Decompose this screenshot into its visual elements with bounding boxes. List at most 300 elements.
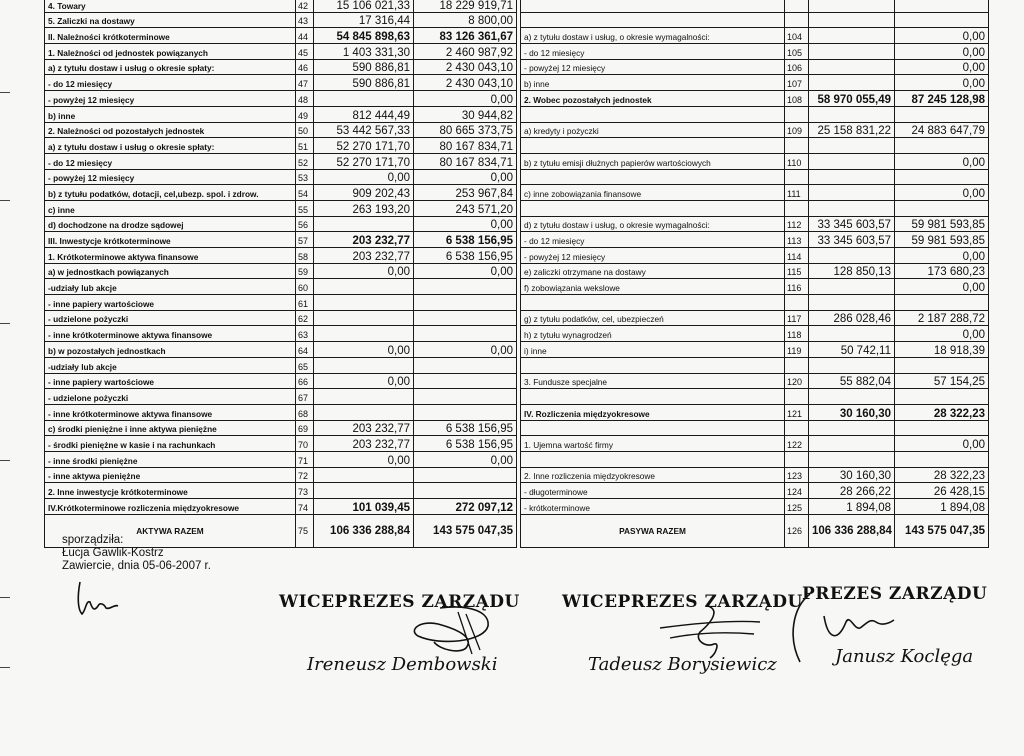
liability-row-number: 107	[785, 75, 809, 91]
asset-value-current	[314, 326, 414, 342]
liability-value-prior: 0,00	[895, 44, 989, 60]
asset-row-number: 61	[296, 295, 314, 311]
liability-row-number: 111	[785, 185, 809, 201]
table-row	[45, 248, 989, 264]
liability-value-prior: 0,00	[895, 326, 989, 342]
liability-row-number: 106	[785, 59, 809, 75]
liability-value-prior	[895, 169, 989, 185]
asset-value-prior: 6 538 156,95	[414, 248, 517, 264]
asset-row-number: 54	[296, 185, 314, 201]
margin-mark	[0, 667, 10, 668]
liability-label: e) zaliczki otrzymane na dostawy	[521, 263, 785, 279]
liability-value-current	[809, 279, 895, 295]
liability-row-number: 117	[785, 310, 809, 326]
liability-row-number: 121	[785, 404, 809, 420]
asset-label: II. Należności krótkoterminowe	[45, 28, 296, 44]
asset-row-number: 46	[296, 59, 314, 75]
liability-value-prior: 59 981 593,85	[895, 216, 989, 232]
liability-value-prior: 0,00	[895, 59, 989, 75]
liability-value-prior: 59 981 593,85	[895, 232, 989, 248]
asset-row-number: 58	[296, 248, 314, 264]
asset-label: 1. Należności od jednostek powiązanych	[45, 44, 296, 60]
asset-label: 2. Inne inwestycje krótkoterminowe	[45, 483, 296, 499]
asset-label: c) inne	[45, 200, 296, 216]
table-row	[45, 44, 989, 60]
asset-value-prior	[414, 389, 517, 405]
liabilities-total-value-2: 143 575 047,35	[895, 514, 989, 547]
liability-value-current: 286 028,46	[809, 310, 895, 326]
asset-label: III. Inwestycje krótkoterminowe	[45, 232, 296, 248]
asset-value-prior	[414, 483, 517, 499]
liability-label: - powyżej 12 miesięcy	[521, 59, 785, 75]
liability-row-number	[785, 357, 809, 373]
asset-value-prior: 8 800,00	[414, 12, 517, 28]
asset-label: - inne środki pieniężne	[45, 451, 296, 467]
asset-value-prior	[414, 404, 517, 420]
liability-label: g) z tytułu podatków, cel, ubezpieczeń	[521, 310, 785, 326]
table-row	[45, 295, 989, 311]
asset-value-prior: 83 126 361,67	[414, 28, 517, 44]
asset-value-prior	[414, 279, 517, 295]
table-row	[45, 263, 989, 279]
liability-value-prior	[895, 420, 989, 436]
signatory-title-1: WICEPREZES ZARZĄDU	[279, 592, 520, 612]
asset-row-number: 68	[296, 404, 314, 420]
liability-value-current: 28 266,22	[809, 483, 895, 499]
assets-total-label: AKTYWA RAZEM	[45, 514, 296, 547]
asset-label: - powyżej 12 miesięcy	[45, 91, 296, 107]
asset-value-prior: 6 538 156,95	[414, 436, 517, 452]
liability-row-number: 105	[785, 44, 809, 60]
liability-label	[521, 420, 785, 436]
liability-value-prior: 28 322,23	[895, 467, 989, 483]
liability-value-prior	[895, 389, 989, 405]
asset-value-prior: 0,00	[414, 342, 517, 358]
asset-label: - udzielone pożyczki	[45, 310, 296, 326]
asset-row-number: 49	[296, 106, 314, 122]
asset-value-current: 15 106 021,33	[314, 0, 414, 12]
asset-row-number: 69	[296, 420, 314, 436]
asset-label: a) w jednostkach powiązanych	[45, 263, 296, 279]
liability-value-prior: 0,00	[895, 436, 989, 452]
asset-value-prior: 6 538 156,95	[414, 232, 517, 248]
asset-value-current: 203 232,77	[314, 420, 414, 436]
table-row	[45, 106, 989, 122]
asset-label: - inne krótkoterminowe aktywa finansowe	[45, 404, 296, 420]
liability-value-prior: 26 428,15	[895, 483, 989, 499]
liability-label	[521, 138, 785, 154]
liability-label	[521, 357, 785, 373]
asset-label: -udziały lub akcje	[45, 357, 296, 373]
signatory-name-1: Ireneusz Dembowski	[307, 654, 498, 675]
liability-value-prior	[895, 357, 989, 373]
asset-value-prior: 0,00	[414, 216, 517, 232]
table-row	[45, 122, 989, 138]
liability-value-current	[809, 75, 895, 91]
asset-row-number: 71	[296, 451, 314, 467]
table-row	[45, 153, 989, 169]
assets-total-value-1: 106 336 288,84	[314, 514, 414, 547]
liability-label: f) zobowiązania wekslowe	[521, 279, 785, 295]
liability-label: b) z tytułu emisji dłużnych papierów wartościowych	[521, 153, 785, 169]
liability-value-prior: 173 680,23	[895, 263, 989, 279]
asset-value-current: 101 039,45	[314, 499, 414, 515]
liability-row-number: 120	[785, 373, 809, 389]
asset-row-number: 65	[296, 357, 314, 373]
table-row	[45, 216, 989, 232]
asset-row-number: 74	[296, 499, 314, 515]
liability-label: b) inne	[521, 75, 785, 91]
asset-label: - do 12 miesięcy	[45, 153, 296, 169]
table-row	[45, 499, 989, 515]
asset-value-current: 203 232,77	[314, 436, 414, 452]
liability-value-current	[809, 0, 895, 12]
table-row	[45, 467, 989, 483]
liability-value-current: 128 850,13	[809, 263, 895, 279]
table-row	[45, 185, 989, 201]
asset-value-prior: 272 097,12	[414, 499, 517, 515]
liability-value-prior: 87 245 128,98	[895, 91, 989, 107]
liability-row-number	[785, 389, 809, 405]
liability-row-number: 114	[785, 248, 809, 264]
liability-value-current	[809, 106, 895, 122]
asset-label: 4. Towary	[45, 0, 296, 12]
liability-value-prior: 0,00	[895, 279, 989, 295]
liability-label: - długoterminowe	[521, 483, 785, 499]
liability-value-current: 30 160,30	[809, 467, 895, 483]
asset-value-current	[314, 467, 414, 483]
asset-row-number: 59	[296, 263, 314, 279]
liability-value-prior: 1 894,08	[895, 499, 989, 515]
asset-value-current	[314, 216, 414, 232]
liability-row-number: 109	[785, 122, 809, 138]
liability-value-prior: 0,00	[895, 153, 989, 169]
liability-value-current: 30 160,30	[809, 404, 895, 420]
asset-value-prior: 0,00	[414, 451, 517, 467]
asset-row-number: 48	[296, 91, 314, 107]
asset-value-current: 263 193,20	[314, 200, 414, 216]
asset-label: - udzielone pożyczki	[45, 389, 296, 405]
asset-row-number: 50	[296, 122, 314, 138]
liability-label: IV. Rozliczenia międzyokresowe	[521, 404, 785, 420]
balance-sheet-table	[44, 0, 989, 548]
liability-value-prior	[895, 106, 989, 122]
liability-row-number	[785, 295, 809, 311]
asset-label: IV.Krótkoterminowe rozliczenia międzyokresowe	[45, 499, 296, 515]
liability-value-current	[809, 389, 895, 405]
asset-row-number: 63	[296, 326, 314, 342]
liability-label	[521, 295, 785, 311]
asset-value-prior: 253 967,84	[414, 185, 517, 201]
liability-value-current	[809, 59, 895, 75]
asset-value-prior: 2 460 987,92	[414, 44, 517, 60]
signature-1-icon	[400, 602, 500, 662]
asset-value-prior	[414, 326, 517, 342]
signatory-title-3: PREZES ZARZĄDU	[802, 584, 988, 604]
liability-row-number: 110	[785, 153, 809, 169]
asset-row-number: 60	[296, 279, 314, 295]
liability-label: 3. Fundusze specjalne	[521, 373, 785, 389]
asset-label: a) z tytułu dostaw i usług o okresie spłaty:	[45, 138, 296, 154]
asset-row-number: 62	[296, 310, 314, 326]
liability-value-current: 50 742,11	[809, 342, 895, 358]
asset-row-number: 57	[296, 232, 314, 248]
liability-value-current	[809, 12, 895, 28]
liability-label: - do 12 miesięcy	[521, 44, 785, 60]
asset-value-current: 909 202,43	[314, 185, 414, 201]
liabilities-total-value-1: 106 336 288,84	[809, 514, 895, 547]
margin-mark	[0, 323, 10, 324]
asset-row-number: 64	[296, 342, 314, 358]
liability-label: a) z tytułu dostaw i usług, o okresie wymagalności:	[521, 28, 785, 44]
asset-label: 2. Należności od pozostałych jednostek	[45, 122, 296, 138]
liability-label	[521, 169, 785, 185]
asset-value-prior: 0,00	[414, 91, 517, 107]
asset-row-number: 43	[296, 12, 314, 28]
asset-value-prior	[414, 295, 517, 311]
assets-total-value-2: 143 575 047,35	[414, 514, 517, 547]
liability-row-number: 115	[785, 263, 809, 279]
table-row	[45, 342, 989, 358]
asset-value-current	[314, 295, 414, 311]
table-row	[45, 451, 989, 467]
asset-value-current: 0,00	[314, 342, 414, 358]
asset-row-number: 52	[296, 153, 314, 169]
liability-value-prior: 57 154,25	[895, 373, 989, 389]
liability-row-number: 122	[785, 436, 809, 452]
liability-row-number: 119	[785, 342, 809, 358]
liability-label: 2. Wobec pozostałych jednostek	[521, 91, 785, 107]
asset-value-prior: 2 430 043,10	[414, 75, 517, 91]
asset-row-number: 51	[296, 138, 314, 154]
table-row	[45, 310, 989, 326]
asset-row-number: 70	[296, 436, 314, 452]
asset-row-number: 67	[296, 389, 314, 405]
asset-value-current: 1 403 331,30	[314, 44, 414, 60]
prepared-by-name: Łucja Gawlik-Kostrz	[62, 547, 164, 559]
table-row	[45, 373, 989, 389]
asset-value-current: 0,00	[314, 169, 414, 185]
asset-value-prior: 30 944,82	[414, 106, 517, 122]
prepared-by-label: sporządziła:	[62, 534, 124, 546]
assets-total-nr: 75	[296, 514, 314, 547]
liability-label	[521, 106, 785, 122]
asset-value-prior	[414, 373, 517, 389]
asset-value-current: 590 886,81	[314, 75, 414, 91]
asset-value-prior: 0,00	[414, 169, 517, 185]
liability-value-current: 1 894,08	[809, 499, 895, 515]
table-row	[45, 59, 989, 75]
asset-value-prior: 0,00	[414, 263, 517, 279]
asset-value-current: 590 886,81	[314, 59, 414, 75]
liability-value-prior: 0,00	[895, 28, 989, 44]
asset-label: b) w pozostałych jednostkach	[45, 342, 296, 358]
asset-value-prior: 18 229 919,71	[414, 0, 517, 12]
liability-value-prior	[895, 0, 989, 12]
asset-label: - powyżej 12 miesięcy	[45, 169, 296, 185]
asset-label: - inne papiery wartościowe	[45, 373, 296, 389]
asset-value-current: 54 845 898,63	[314, 28, 414, 44]
asset-value-current: 203 232,77	[314, 248, 414, 264]
asset-value-current: 203 232,77	[314, 232, 414, 248]
asset-label: 5. Zaliczki na dostawy	[45, 12, 296, 28]
liability-label: 1. Ujemna wartość firmy	[521, 436, 785, 452]
asset-label: - inne aktywa pieniężne	[45, 467, 296, 483]
asset-value-current: 0,00	[314, 451, 414, 467]
margin-mark	[0, 460, 10, 461]
asset-label: - do 12 miesięcy	[45, 75, 296, 91]
liability-value-current	[809, 138, 895, 154]
liability-row-number	[785, 451, 809, 467]
asset-value-prior: 80 665 373,75	[414, 122, 517, 138]
liability-label	[521, 451, 785, 467]
liability-row-number	[785, 0, 809, 12]
asset-label: 1. Krótkoterminowe aktywa finansowe	[45, 248, 296, 264]
liability-label: d) z tytułu dostaw i usług, o okresie wymagalności:	[521, 216, 785, 232]
asset-value-current	[314, 279, 414, 295]
asset-label: - środki pieniężne w kasie i na rachunkach	[45, 436, 296, 452]
liability-label: - powyżej 12 miesięcy	[521, 248, 785, 264]
liability-label	[521, 12, 785, 28]
table-row	[45, 404, 989, 420]
asset-row-number: 55	[296, 200, 314, 216]
table-row	[45, 326, 989, 342]
asset-label: b) z tytułu podatków, dotacji, cel,ubezp. spol. i zdrow.	[45, 185, 296, 201]
liability-label: - do 12 miesięcy	[521, 232, 785, 248]
prepared-by-block	[62, 534, 211, 573]
liability-label: a) kredyty i pożyczki	[521, 122, 785, 138]
liability-value-current	[809, 326, 895, 342]
signatory-name-3: Janusz Koclęga	[835, 646, 974, 667]
liability-value-prior	[895, 295, 989, 311]
asset-row-number: 56	[296, 216, 314, 232]
table-row	[45, 91, 989, 107]
liability-row-number: 108	[785, 91, 809, 107]
liability-value-prior: 28 322,23	[895, 404, 989, 420]
liability-label: 2. Inne rozliczenia międzyokresowe	[521, 467, 785, 483]
liability-label: i) inne	[521, 342, 785, 358]
asset-label: - inne papiery wartościowe	[45, 295, 296, 311]
liability-row-number: 116	[785, 279, 809, 295]
asset-row-number: 72	[296, 467, 314, 483]
asset-value-prior: 243 571,20	[414, 200, 517, 216]
liability-row-number	[785, 12, 809, 28]
liability-value-prior: 24 883 647,79	[895, 122, 989, 138]
margin-mark	[0, 200, 10, 201]
table-row	[45, 12, 989, 28]
liability-row-number	[785, 106, 809, 122]
asset-value-current	[314, 389, 414, 405]
signatory-title-2: WICEPREZES ZARZĄDU	[562, 592, 803, 612]
asset-value-current: 0,00	[314, 373, 414, 389]
liability-value-prior: 18 918,39	[895, 342, 989, 358]
asset-label: c) środki pieniężne i inne aktywa pieniężne	[45, 420, 296, 436]
table-row	[45, 75, 989, 91]
liability-value-current: 55 882,04	[809, 373, 895, 389]
signature-2-icon	[650, 602, 770, 662]
liability-value-current	[809, 295, 895, 311]
liability-value-current	[809, 248, 895, 264]
liability-row-number: 113	[785, 232, 809, 248]
liability-value-prior: 0,00	[895, 248, 989, 264]
liability-label: c) inne zobowiązania finansowe	[521, 185, 785, 201]
liability-label	[521, 389, 785, 405]
asset-value-current	[314, 404, 414, 420]
asset-row-number: 66	[296, 373, 314, 389]
asset-row-number: 53	[296, 169, 314, 185]
margin-mark	[0, 597, 10, 598]
liability-value-prior: 2 187 288,72	[895, 310, 989, 326]
asset-value-prior: 6 538 156,95	[414, 420, 517, 436]
table-row	[45, 279, 989, 295]
liability-value-prior: 0,00	[895, 185, 989, 201]
table-row	[45, 169, 989, 185]
liability-value-prior: 0,00	[895, 75, 989, 91]
liability-value-current	[809, 169, 895, 185]
asset-label: b) inne	[45, 106, 296, 122]
asset-value-current	[314, 483, 414, 499]
liability-row-number: 125	[785, 499, 809, 515]
table-row	[45, 420, 989, 436]
liability-value-current: 33 345 603,57	[809, 232, 895, 248]
asset-value-prior: 2 430 043,10	[414, 59, 517, 75]
margin-mark	[0, 92, 10, 93]
liability-label: h) z tytułu wynagrodzeń	[521, 326, 785, 342]
liability-value-current	[809, 200, 895, 216]
liability-value-current	[809, 436, 895, 452]
liability-row-number	[785, 420, 809, 436]
table-row	[45, 138, 989, 154]
table-row	[45, 232, 989, 248]
asset-label: - inne krótkoterminowe aktywa finansowe	[45, 326, 296, 342]
liability-row-number	[785, 200, 809, 216]
liability-value-current	[809, 420, 895, 436]
liability-row-number: 124	[785, 483, 809, 499]
preparer-signature-icon	[72, 580, 132, 620]
table-row	[45, 0, 989, 12]
liability-value-current: 25 158 831,22	[809, 122, 895, 138]
liability-value-current	[809, 44, 895, 60]
table-row	[45, 200, 989, 216]
liability-row-number: 112	[785, 216, 809, 232]
liability-value-current	[809, 357, 895, 373]
asset-label: -udziały lub akcje	[45, 279, 296, 295]
table-row	[45, 357, 989, 373]
asset-value-current: 52 270 171,70	[314, 138, 414, 154]
liability-value-prior	[895, 138, 989, 154]
asset-value-current: 17 316,44	[314, 12, 414, 28]
asset-value-prior	[414, 467, 517, 483]
liability-label	[521, 0, 785, 12]
asset-row-number: 73	[296, 483, 314, 499]
liability-value-prior	[895, 200, 989, 216]
liability-label: - krótkoterminowe	[521, 499, 785, 515]
asset-value-current	[314, 357, 414, 373]
asset-row-number: 47	[296, 75, 314, 91]
table-row	[45, 28, 989, 44]
liability-value-current	[809, 28, 895, 44]
asset-value-current: 53 442 567,33	[314, 122, 414, 138]
liability-label	[521, 200, 785, 216]
liability-value-prior	[895, 451, 989, 467]
table-row	[45, 436, 989, 452]
asset-row-number: 44	[296, 28, 314, 44]
asset-value-current: 52 270 171,70	[314, 153, 414, 169]
asset-row-number: 45	[296, 44, 314, 60]
liability-value-current	[809, 185, 895, 201]
liability-value-current: 33 345 603,57	[809, 216, 895, 232]
liability-value-prior	[895, 12, 989, 28]
